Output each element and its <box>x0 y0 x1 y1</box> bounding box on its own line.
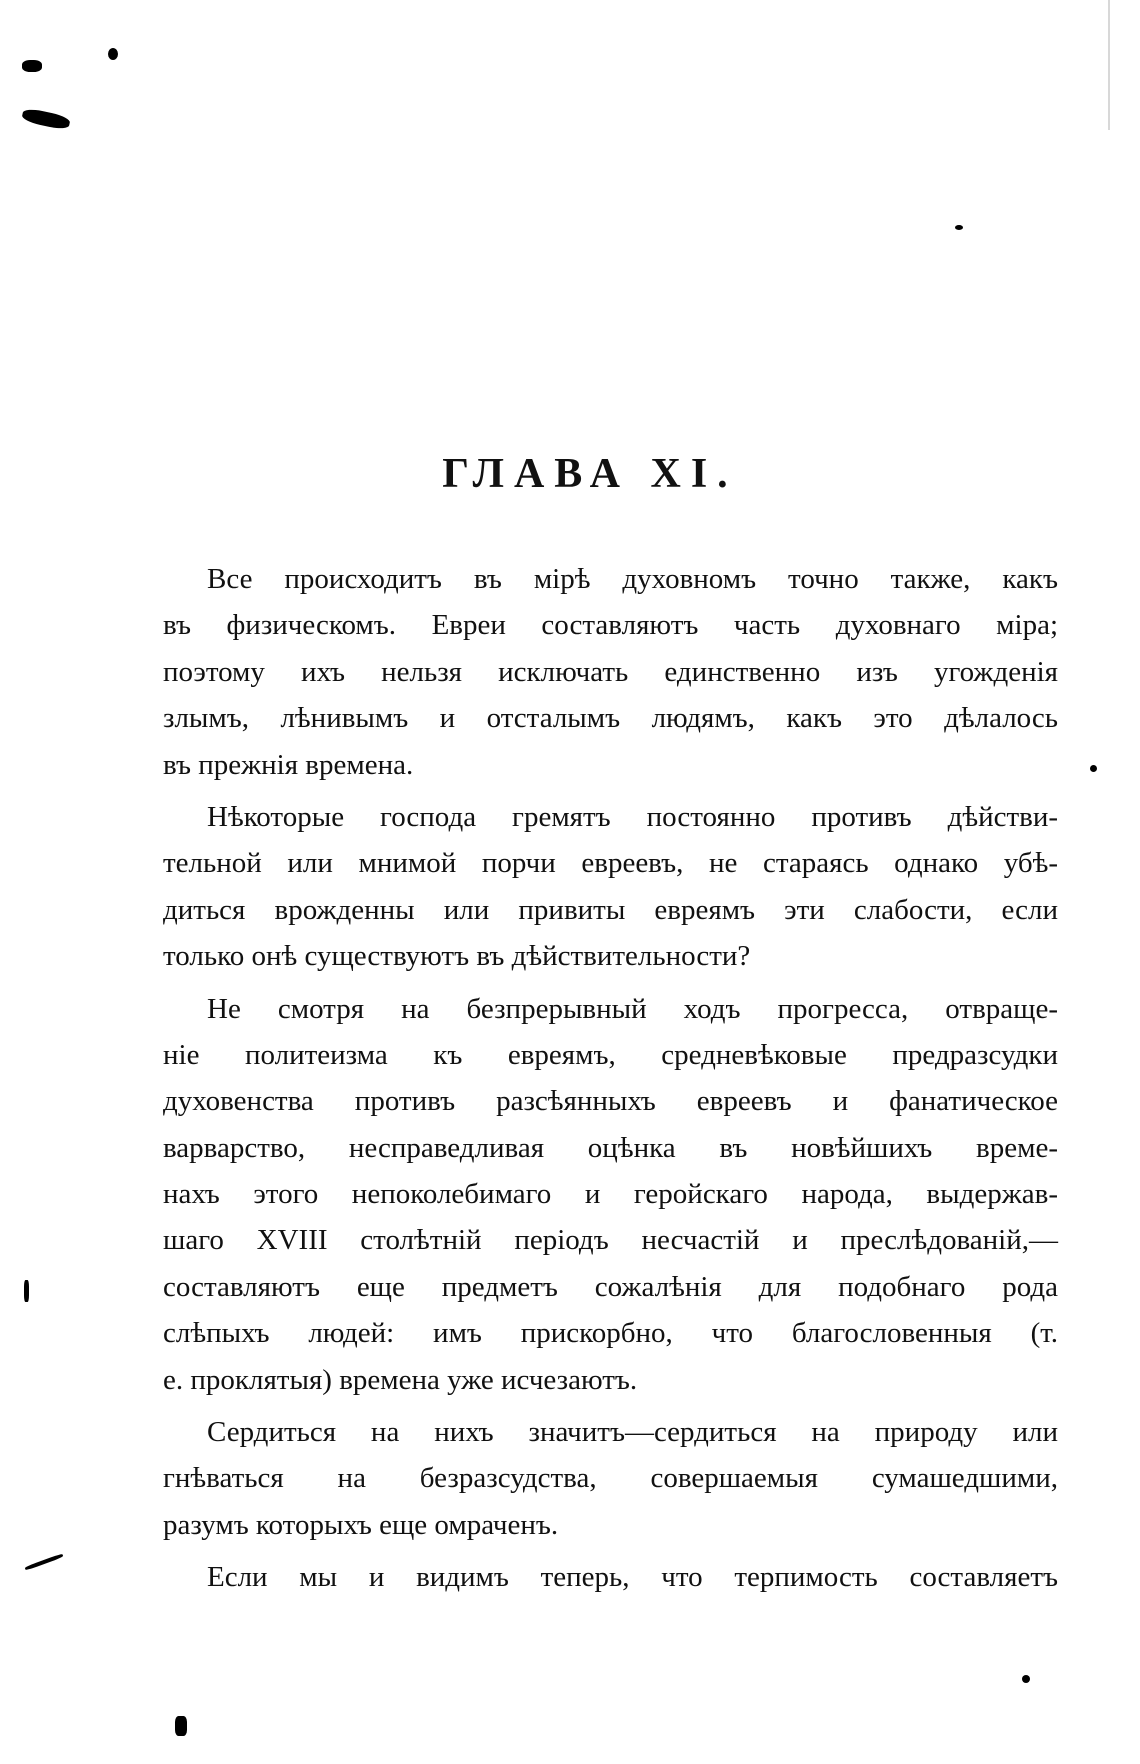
text-line: только онѣ существуютъ въ дѣйствительности? <box>163 940 751 973</box>
text-line: е. проклятыя) времена уже исчезаютъ. <box>163 1363 638 1396</box>
scan-speck <box>175 1716 187 1736</box>
text-line: диться врожденны или привиты евреямъ эти слабости, если <box>163 893 1058 926</box>
chapter-heading: ГЛАВА XI. <box>442 451 738 497</box>
text-line: нахъ этого непоколебимаго и геройскаго народа, выдержав- <box>163 1178 1058 1211</box>
scan-speck <box>22 60 42 72</box>
text-line: Если мы и видимъ теперь, что терпимость составляетъ <box>207 1561 1058 1594</box>
text-line: Сердиться на нихъ значитъ—сердиться на природу или <box>207 1416 1058 1449</box>
text-line: шаго XVIII столѣтній періодъ несчастій и преслѣдованій,— <box>163 1224 1058 1257</box>
chapter-body <box>163 556 1058 1601</box>
text-line: составляютъ еще предметъ сожалѣнія для подобнаго рода <box>163 1270 1058 1303</box>
scan-speck <box>21 107 71 131</box>
text-line: гнѣваться на безразсудства, совершаемыя сумашедшими, <box>163 1462 1058 1495</box>
text-line: въ прежнія времена. <box>163 748 414 781</box>
text-line: слѣпыхъ людей: имъ прискорбно, что благословенныя (т. <box>163 1317 1058 1350</box>
scan-speck <box>24 1280 29 1302</box>
scan-speck <box>108 48 118 60</box>
text-line: разумъ которыхъ еще омраченъ. <box>163 1508 559 1541</box>
text-line: злымъ, лѣнивымъ и отсталымъ людямъ, какъ это дѣлалось <box>163 702 1058 735</box>
paragraph <box>163 794 1058 980</box>
text-line: тельной или мнимой порчи евреевъ, не стараясь однако убѣ- <box>163 847 1058 880</box>
scan-speck <box>955 225 963 230</box>
text-line: варварство, несправедливая оцѣнка въ новѣйшихъ време- <box>163 1131 1058 1164</box>
text-line: поэтому ихъ нельзя исключать единственно изъ угожденія <box>163 655 1058 688</box>
scan-speck <box>1090 765 1097 772</box>
paragraph <box>163 556 1058 788</box>
paragraph <box>163 1409 1058 1548</box>
text-line: ніе политеизма къ евреямъ, средневѣковые предразсудки <box>163 1038 1058 1071</box>
paragraph <box>163 986 1058 1404</box>
scan-speck <box>25 1553 64 1570</box>
text-line: въ физическомъ. Евреи составляютъ часть духовнаго міра; <box>163 609 1058 642</box>
paragraph <box>163 1554 1058 1600</box>
page-edge-line <box>1108 0 1110 130</box>
text-line: Не смотря на безпрерывный ходъ прогресса, отвраще- <box>207 992 1058 1025</box>
scan-speck <box>1022 1675 1030 1683</box>
text-line: Нѣкоторые господа гремятъ постоянно противъ дѣйстви- <box>207 800 1058 833</box>
text-line: Все происходитъ въ мірѣ духовномъ точно также, какъ <box>207 563 1058 595</box>
text-line: духовенства противъ разсѣянныхъ евреевъ и фанатическое <box>163 1085 1058 1118</box>
